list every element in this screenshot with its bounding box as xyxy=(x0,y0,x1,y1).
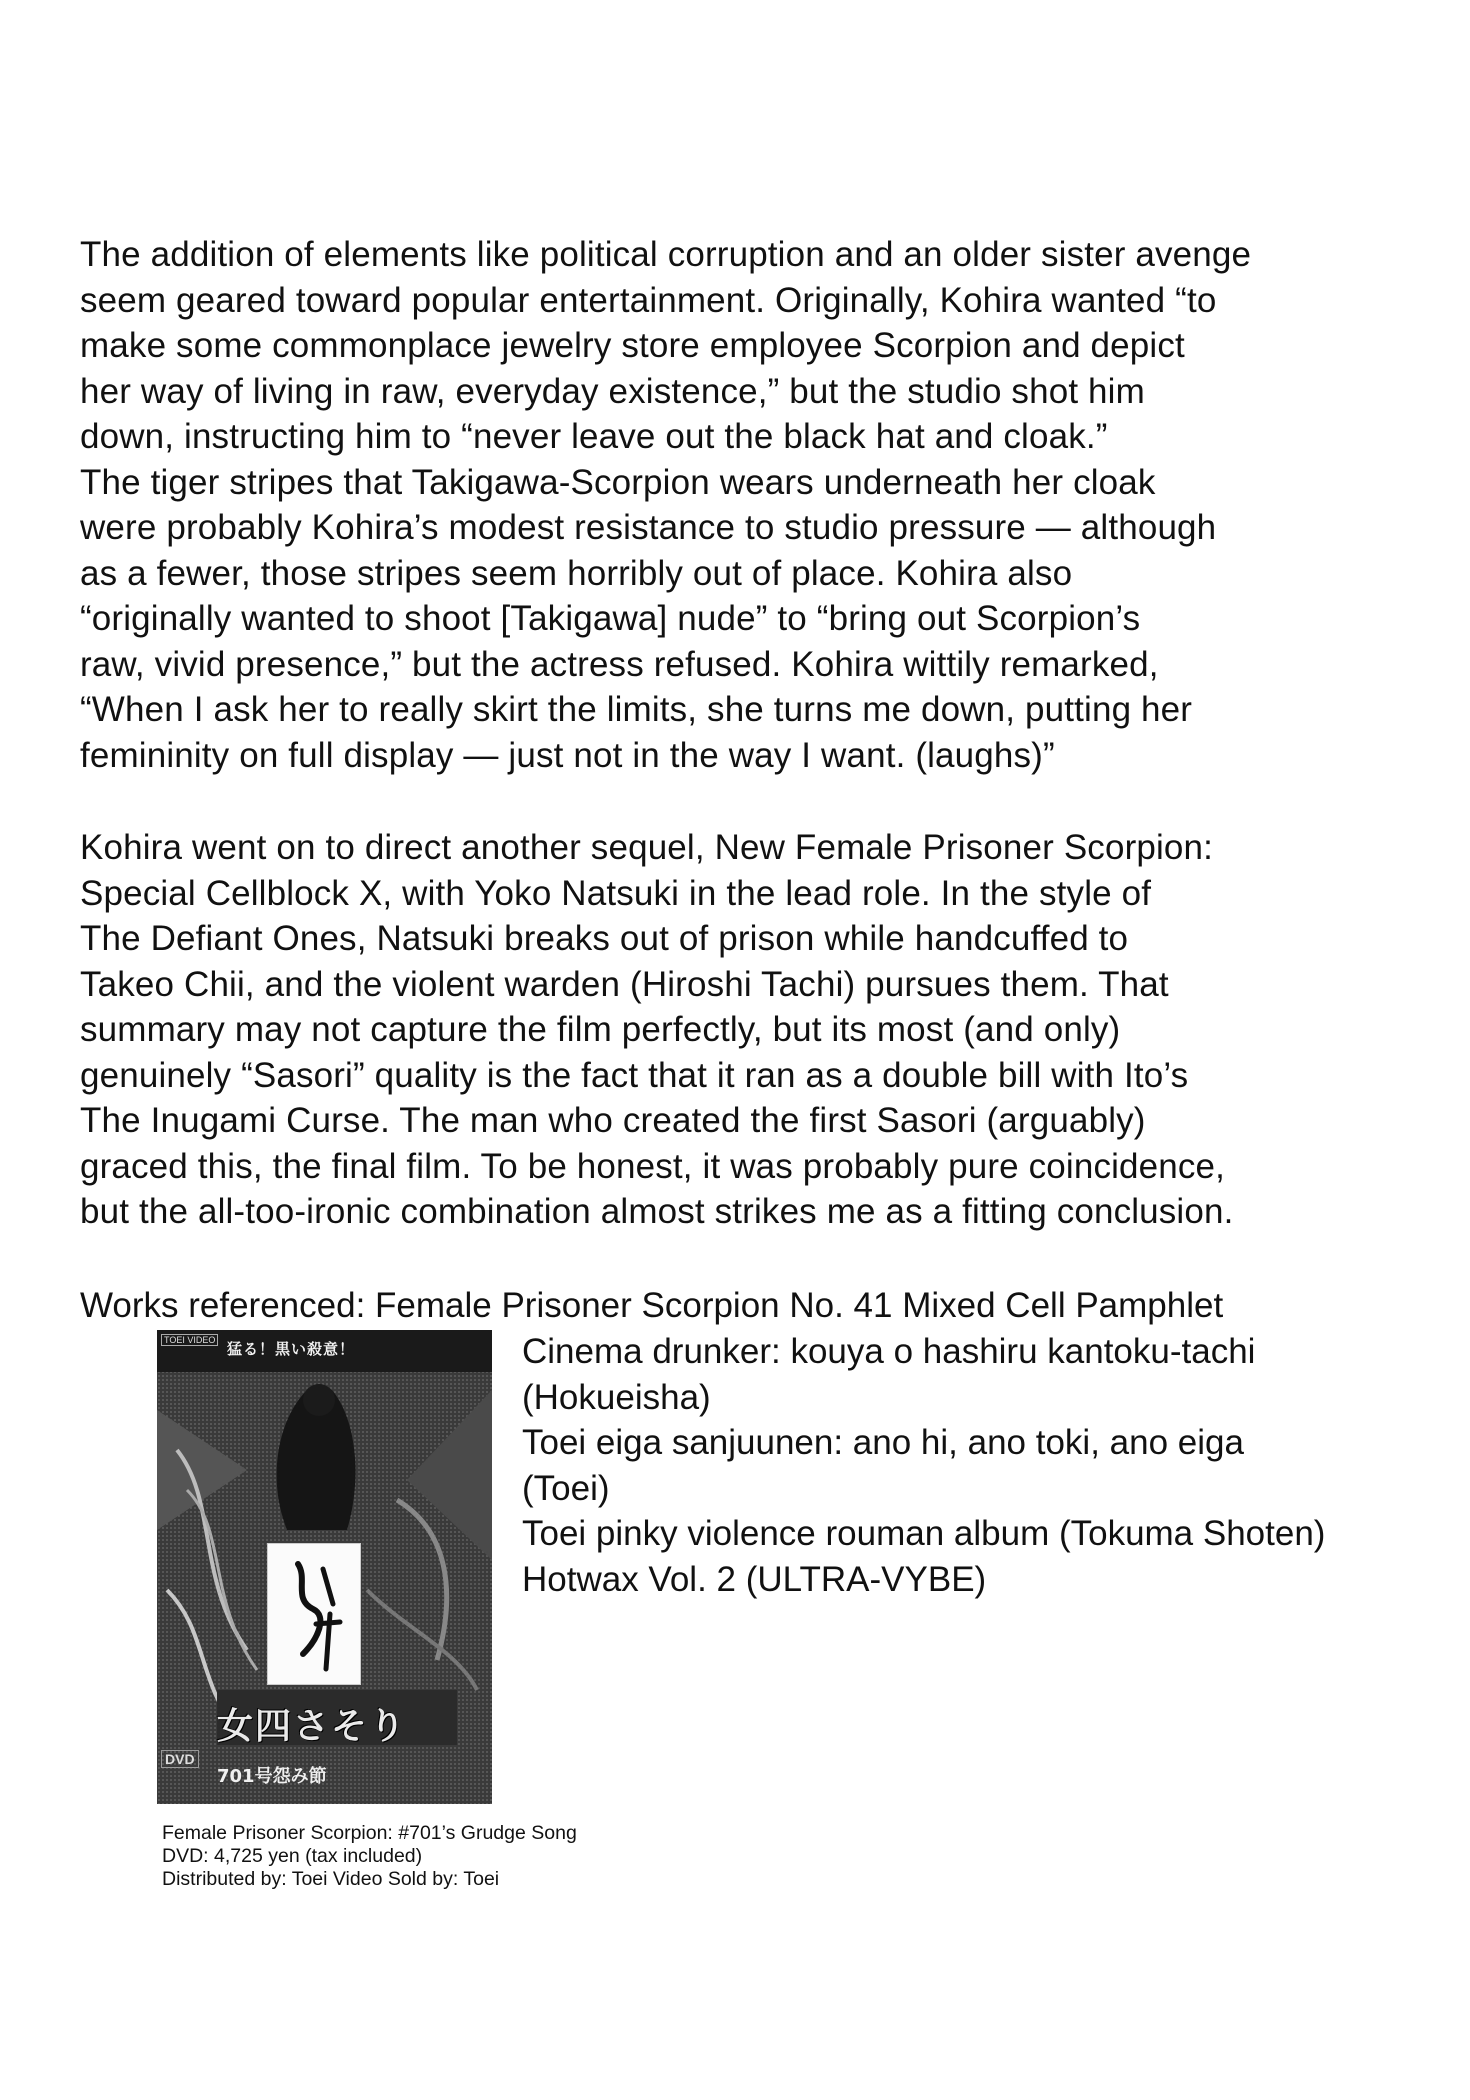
calligraphy-mark xyxy=(268,1544,360,1684)
reference-line: Toei eiga sanjuunen: ano hi, ano toki, ano eiga xyxy=(522,1423,1244,1462)
body-paragraph-2 xyxy=(80,825,1420,1235)
caption-title: Female Prisoner Scorpion: #701’s Grudge Song xyxy=(162,1822,577,1844)
paragraph-line: seem geared toward popular entertainment. Originally, Kohira wanted “to xyxy=(80,280,1217,320)
toei-video-logo: TOEI VIDEO xyxy=(161,1334,218,1346)
dvd-logo: DVD xyxy=(161,1750,199,1768)
works-referenced-heading: Works referenced: Female Prisoner Scorpion No. 41 Mixed Cell Pamphlet xyxy=(80,1286,1224,1325)
paragraph-line: graced this, the final film. To be honest, it was probably pure coincidence, xyxy=(80,1146,1226,1186)
paragraph-line: were probably Kohira’s modest resistance to studio pressure — although xyxy=(80,508,1217,547)
reference-line: (Toei) xyxy=(522,1468,610,1508)
works-referenced-list xyxy=(522,1329,1325,1602)
cover-subtitle: 701号怨み節 xyxy=(217,1766,327,1787)
paragraph-line: genuinely “Sasori” quality is the fact that it ran as a double bill with Ito’s xyxy=(80,1055,1189,1095)
dvd-cover-image xyxy=(157,1330,492,1804)
cover-calligraphy-panel xyxy=(267,1543,361,1685)
cover-headline: 猛る！黒い殺意！ xyxy=(227,1340,356,1358)
paragraph-line: Kohira went on to direct another sequel, New Female Prisoner Scorpion: xyxy=(80,828,1214,867)
paragraph-line: Special Cellblock X, with Yoko Natsuki in the lead role. In the style of xyxy=(80,873,1152,913)
caption-distribution: Distributed by: Toei Video Sold by: Toei xyxy=(162,1868,500,1890)
paragraph-line: but the all-too-ironic combination almost strikes me as a fitting conclusion. xyxy=(80,1192,1234,1231)
caption-price: DVD: 4,725 yen (tax included) xyxy=(162,1845,423,1867)
cover-title-art: 女四さそり xyxy=(217,1706,408,1747)
paragraph-line: raw, vivid presence,” but the actress refused. Kohira wittily remarked, xyxy=(80,644,1159,684)
paragraph-line: “When I ask her to really skirt the limits, she turns me down, putting her xyxy=(80,690,1193,729)
reference-line: (Hokueisha) xyxy=(522,1377,711,1417)
paragraph-line: “originally wanted to shoot [Takigawa] nude” to “bring out Scorpion’s xyxy=(80,599,1141,638)
paragraph-line: make some commonplace jewelry store employee Scorpion and depict xyxy=(80,326,1185,365)
paragraph-line: The Inugami Curse. The man who created the first Sasori (arguably) xyxy=(80,1101,1146,1140)
cover-banner xyxy=(157,1330,492,1372)
reference-line: Toei pinky violence rouman album (Tokuma Shoten) xyxy=(522,1514,1326,1553)
paragraph-line: summary may not capture the film perfectly, but its most (and only) xyxy=(80,1010,1121,1049)
paragraph-line: Takeo Chii, and the violent warden (Hiroshi Tachi) pursues them. That xyxy=(80,964,1169,1004)
reference-line: Hotwax Vol. 2 (ULTRA-VYBE) xyxy=(522,1559,987,1599)
paragraph-line: The tiger stripes that Takigawa-Scorpion wears underneath her cloak xyxy=(80,462,1156,502)
body-paragraph-1 xyxy=(80,232,1420,778)
paragraph-line: down, instructing him to “never leave out the black hat and cloak.” xyxy=(80,417,1108,456)
reference-line: Cinema drunker: kouya o hashiru kantoku-tachi xyxy=(522,1332,1256,1371)
paragraph-line: The Defiant Ones, Natsuki breaks out of prison while handcuffed to xyxy=(80,919,1129,958)
paragraph-line: as a fewer, those stripes seem horribly out of place. Kohira also xyxy=(80,553,1073,593)
paragraph-line: her way of living in raw, everyday existence,” but the studio shot him xyxy=(80,371,1145,411)
paragraph-line: femininity on full display — just not in the way I want. (laughs)” xyxy=(80,735,1055,775)
paragraph-line: The addition of elements like political corruption and an older sister avenge xyxy=(80,235,1252,274)
